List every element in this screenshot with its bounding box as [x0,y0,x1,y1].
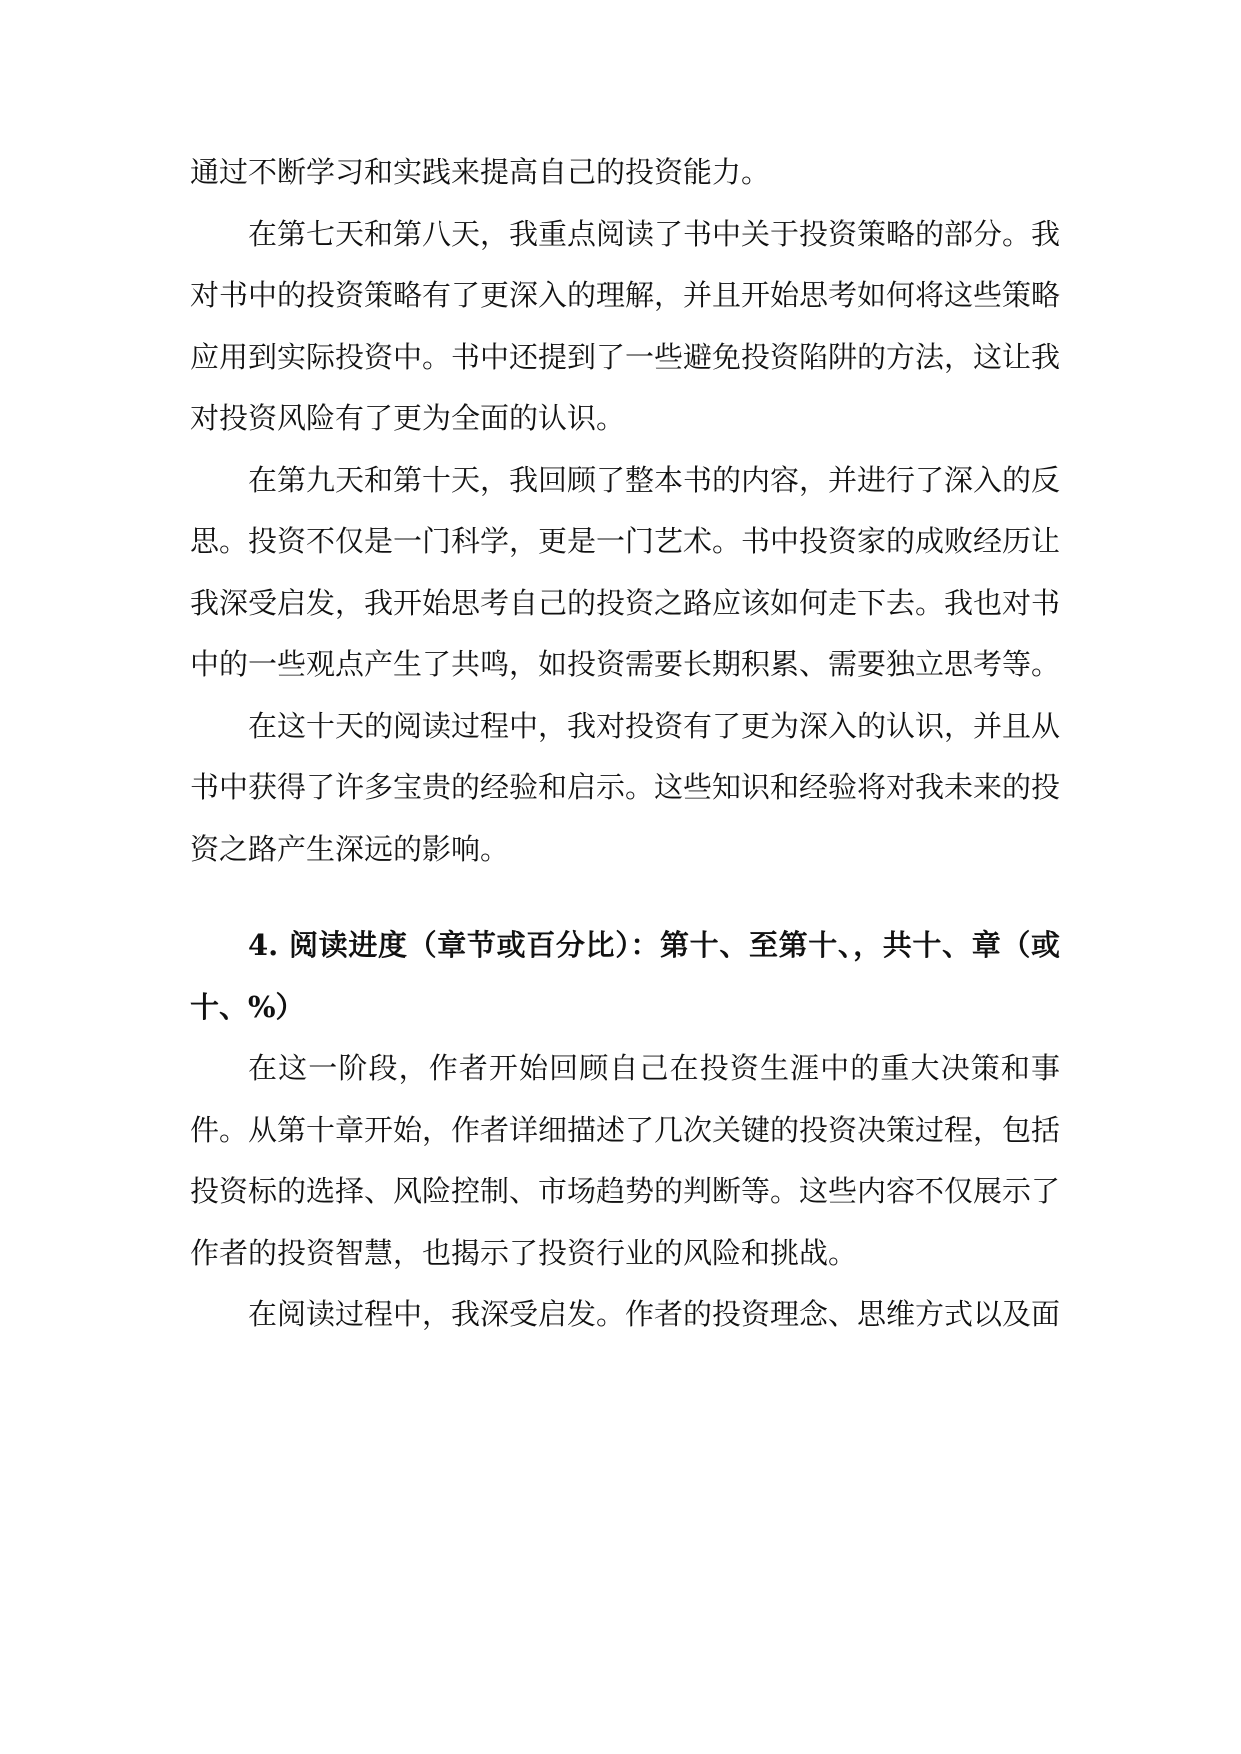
document-body [190,142,1060,1346]
section-heading: 4. 阅读进度（章节或百分比）：第十、至第十、，共十、章（或十、%） [190,928,1060,1024]
paragraph-day-7-8: 在第七天和第八天，我重点阅读了书中关于投资策略的部分。我对书中的投资策略有了更深入的理解，并且开始思考如何将这些策略应用到实际投资中。书中还提到了一些避免投资陷阱的方法，这让我对投资风险有了更为全面的认识。 [190,216,1061,435]
paragraph-stage-review: 在这一阶段，作者开始回顾自己在投资生涯中的重大决策和事件。从第十章开始，作者详细描述了几次关键的投资决策过程，包括投资标的选择、风险控制、市场趋势的判断等。这些内容不仅展示了作者的投资智慧，也揭示了投资行业的风险和挑战。 [190,1051,1061,1270]
paragraph-day-9-10: 在第九天和第十天，我回顾了整本书的内容，并进行了深入的反思。投资不仅是一门科学，更是一门艺术。书中投资家的成败经历让我深受启发，我开始思考自己的投资之路应该如何走下去。我也对书中的一些观点产生了共鸣，如投资需要长期积累、需要独立思考等。 [190,462,1061,681]
paragraph-reading-insight: 在阅读过程中，我深受启发。作者的投资理念、思维方式以及面 [248,1297,1061,1331]
paragraph-summary: 在这十天的阅读过程中，我对投资有了更为深入的认识，并且从书中获得了许多宝贵的经验和启示。这些知识和经验将对我未来的投资之路产生深远的影响。 [190,708,1061,866]
paragraph-continuation: 通过不断学习和实践来提高自己的投资能力。 [190,155,771,189]
